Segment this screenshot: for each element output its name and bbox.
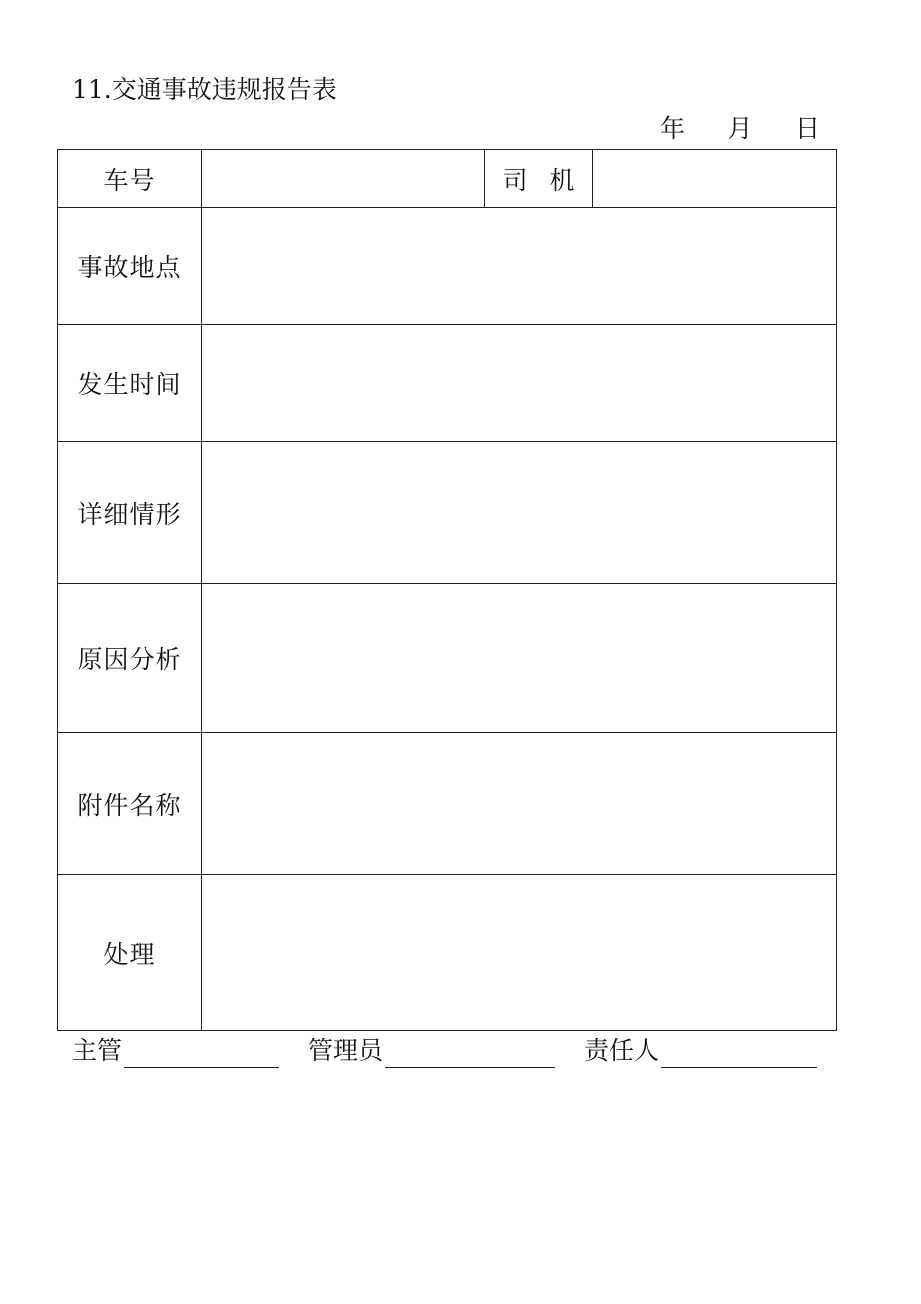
responsible-person-signature <box>584 1034 817 1068</box>
occurrence-time-field[interactable] <box>202 325 837 442</box>
driver-label <box>485 150 593 208</box>
form-title: 11.交通事故违规报告表 <box>72 75 337 104</box>
occurrence-time-label: 发生时间 <box>58 325 202 442</box>
table-row-car-driver <box>58 150 837 208</box>
cause-analysis-field[interactable] <box>202 584 837 733</box>
responsible-person-signature-blank[interactable] <box>661 1039 817 1068</box>
handling-field[interactable] <box>202 875 837 1031</box>
supervisor-label: 主管 <box>72 1036 123 1065</box>
table-row <box>58 208 837 325</box>
date-day-label: 日 <box>794 114 820 143</box>
handling-label: 处理 <box>58 875 202 1031</box>
accident-location-field[interactable] <box>202 208 837 325</box>
car-number-label: 车号 <box>58 150 202 208</box>
details-label: 详细情形 <box>58 442 202 584</box>
attachment-name-field[interactable] <box>202 733 837 875</box>
accident-report-table <box>57 149 837 1031</box>
table-row <box>58 733 837 875</box>
supervisor-signature-blank[interactable] <box>124 1039 279 1068</box>
supervisor-signature <box>72 1034 279 1068</box>
table-row <box>58 584 837 733</box>
table-row <box>58 875 837 1031</box>
date-year-label: 年 <box>660 114 686 143</box>
attachment-name-label: 附件名称 <box>58 733 202 875</box>
table-row <box>58 442 837 584</box>
responsible-person-label: 责任人 <box>584 1036 660 1065</box>
table-row <box>58 325 837 442</box>
administrator-signature <box>308 1034 555 1068</box>
cause-analysis-label: 原因分析 <box>58 584 202 733</box>
details-field[interactable] <box>202 442 837 584</box>
driver-label-part-1: 司 <box>502 165 528 195</box>
accident-location-label: 事故地点 <box>58 208 202 325</box>
administrator-signature-blank[interactable] <box>385 1039 555 1068</box>
driver-field[interactable] <box>593 150 837 208</box>
date-month-label: 月 <box>727 114 753 143</box>
administrator-label: 管理员 <box>308 1036 384 1065</box>
date-line <box>660 111 820 147</box>
car-number-field[interactable] <box>202 150 485 208</box>
driver-label-part-2: 机 <box>549 165 575 195</box>
